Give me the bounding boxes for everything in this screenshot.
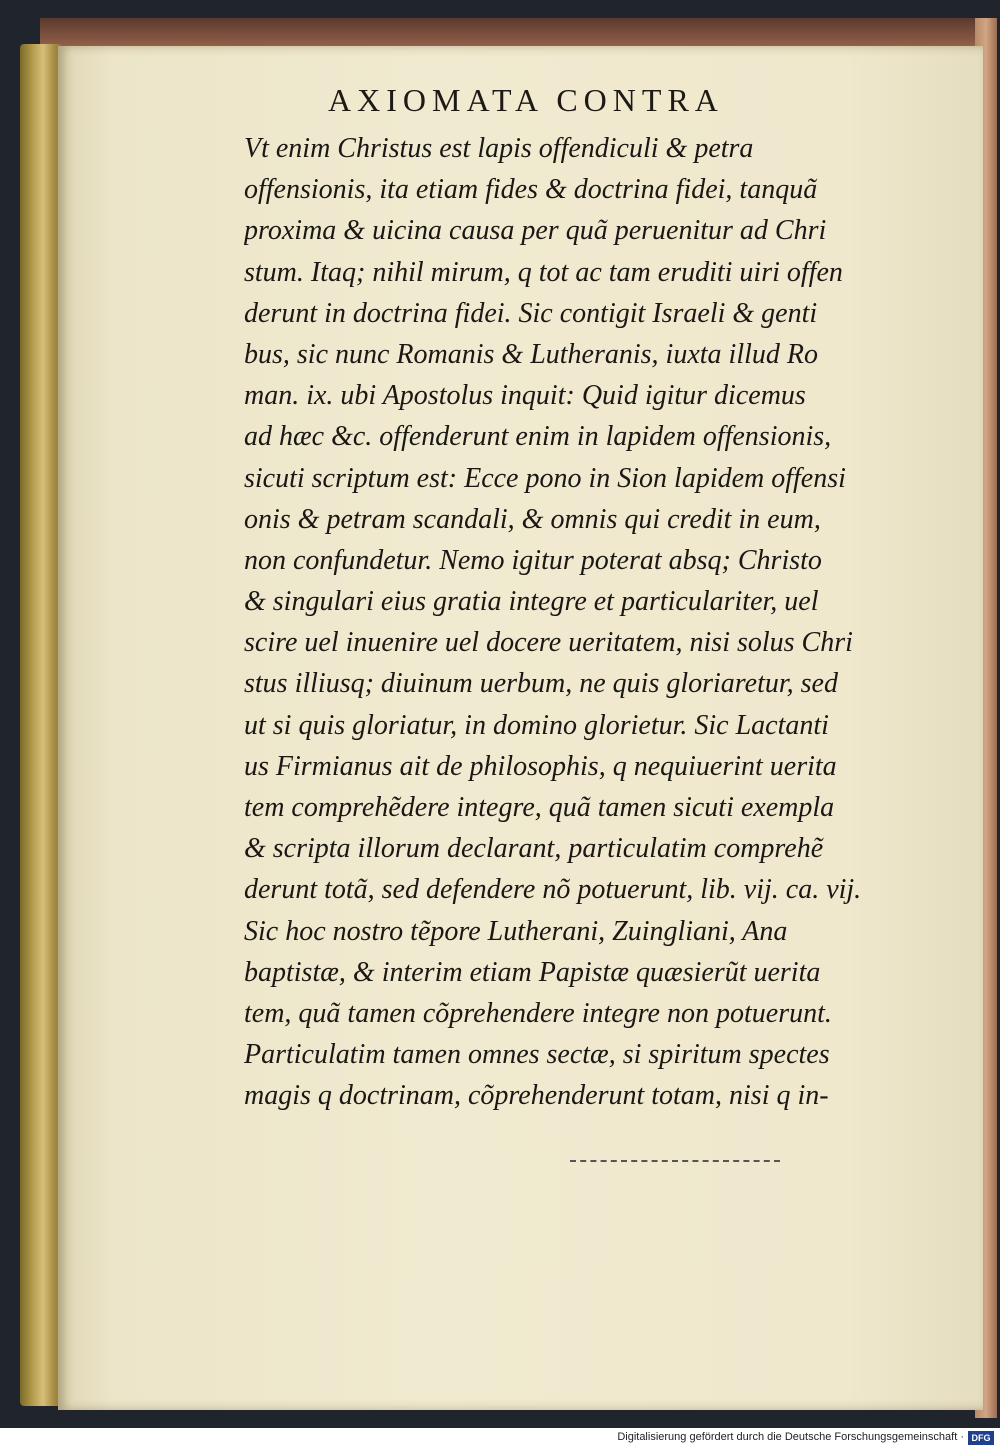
dfg-logo-icon: DFG: [968, 1431, 994, 1445]
text-line: proxima & uicina causa per quã peruenitur ad Chri: [244, 215, 827, 247]
footer-bar: [0, 1428, 1000, 1449]
text-line: Vt enim Christus est lapis offendiculi & petra: [244, 133, 754, 164]
text-line: stum. Itaq; nihil mirum, q tot ac tam eruditi uiri offen: [244, 256, 843, 288]
text-line: sicuti scriptum est: Ecce pono in Sion lapidem offensi: [244, 462, 846, 494]
text-line: Particulatim tamen omnes sectæ, si spiritum spectes: [244, 1039, 830, 1071]
text-line: & scripta illorum declarant, particulatim comprehẽ: [244, 833, 824, 865]
text-line: tem comprehẽdere integre, quã tamen sicuti exempla: [244, 792, 835, 823]
text-line: ad hæc &c. offenderunt enim in lapidem offensionis,: [244, 421, 832, 453]
text-line: ut si quis gloriatur, in domino glorietur. Sic Lactanti: [244, 709, 829, 741]
text-line: non confundetur. Nemo igitur poterat absq; Christo: [244, 544, 822, 576]
running-head: AXIOMATA CONTRA: [328, 82, 724, 118]
footer-credit: Digitalisierung gefördert durch die Deutsche Forschungsgemeinschaft ·: [617, 1431, 964, 1443]
text-line: man. ix. ubi Apostolus inquit: Quid igitur dicemus: [244, 380, 806, 412]
text-line: & singulari eius gratia integre et particulariter, uel: [244, 586, 819, 618]
text-line: scire uel inuenire uel docere ueritatem, nisi solus Chri: [244, 627, 853, 659]
text-line: magis q doctrinam, cõprehenderunt totam, nisi q in-: [244, 1080, 829, 1112]
text-line: derunt in doctrina fidei. Sic contigit Israeli & genti: [244, 297, 818, 329]
catchword-dashes: [570, 1160, 780, 1166]
text-line: tem, quã tamen cõprehendere integre non potuerunt.: [244, 997, 832, 1029]
text-line: offensionis, ita etiam fides & doctrina fidei, tanquã: [244, 174, 818, 206]
body-text: [244, 128, 934, 1117]
text-line: Sic hoc nostro tẽpore Lutherani, Zuingliani, Ana: [244, 915, 788, 947]
text-line: stus illiusq; diuinum uerbum, ne quis gloriaretur, sed: [244, 668, 838, 700]
text-line: baptistæ, & interim etiam Papistæ quæsierũt uerita: [244, 956, 821, 988]
text-line: onis & petram scandali, & omnis qui credit in eum,: [244, 503, 821, 535]
text-line: bus, sic nunc Romanis & Lutheranis, iuxta illud Ro: [244, 338, 818, 370]
text-line: derunt totã, sed defendere nõ potuerunt, lib. vij. ca. vij.: [244, 874, 862, 906]
text-line: us Firmianus ait de philosophis, q nequiuerint uerita: [244, 750, 837, 782]
book-spine-edge: [20, 44, 62, 1406]
